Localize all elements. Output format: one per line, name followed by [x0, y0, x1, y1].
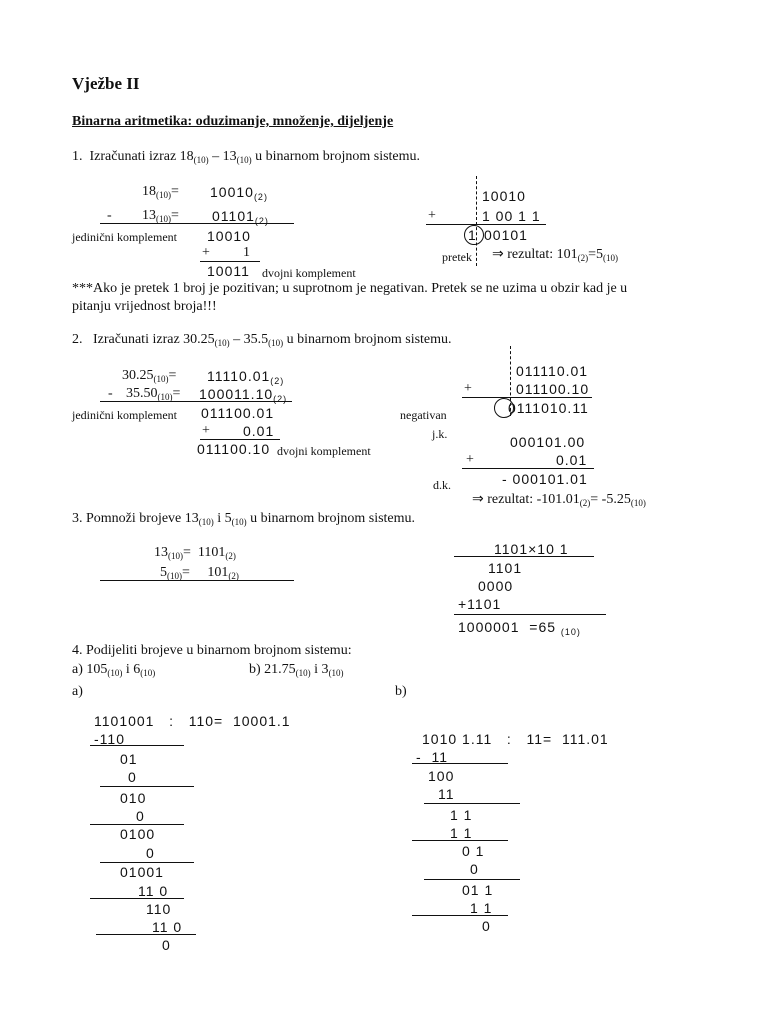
- ex4-part-a: a): [72, 684, 83, 699]
- ex1-dashed-divider: [476, 176, 477, 266]
- note-line-1: ***Ako je pretek 1 broj je pozitivan; u suprotnom je negativan. Pretek se ne uzima u obzir kad je u: [72, 281, 628, 296]
- ex1-r3-circle: 1: [468, 227, 477, 243]
- ex2-r-underline: [462, 397, 592, 398]
- ex1-line2: $13_{(10)}=$: [142, 208, 179, 224]
- div-b-line: [412, 763, 508, 764]
- ex3-m3: 0000: [478, 578, 514, 594]
- div-a-line: [100, 862, 194, 863]
- ex3-line2: $5_{(10)}=$ $101_{(2)}$: [160, 565, 239, 581]
- ex2-jk-value: 011100.01: [201, 405, 275, 421]
- div-a-row: 0: [128, 769, 137, 785]
- ex1-r2: 1 00 1 1: [482, 208, 541, 224]
- ex2-line2-minus: -: [108, 386, 113, 401]
- div-b-row: 1 1: [450, 825, 473, 841]
- ex2-jk-label: jedinični komplement: [72, 408, 177, 422]
- div-b-row: 11: [438, 786, 455, 802]
- ex3-m1: 1101×10 1: [494, 541, 569, 557]
- div-a-row: 110: [146, 901, 172, 917]
- ex2-r6: - 000101.01: [502, 471, 588, 487]
- ex2-negativan-label: negativan: [400, 408, 447, 422]
- ex2-dk-label: dvojni komplement: [277, 444, 371, 458]
- ex1-jk-value: 10010: [207, 228, 251, 244]
- ex3-line1: $13_{(10)}= 1101_{(2)}$: [154, 545, 236, 561]
- ex1-r-underline: [426, 224, 546, 225]
- ex2-underline-1: [100, 401, 292, 402]
- note-line-2: pitanju vrijednost broja!!!: [72, 299, 217, 314]
- div-a-row: 010: [120, 790, 147, 806]
- ex2-dk-value: 011100.10: [197, 441, 271, 457]
- ex1-jk-label: jedinični komplement: [72, 230, 177, 244]
- ex2-prompt: 2. Izračunati izraz $30.25_{(10)} - 35.5_{(10)}$ u binarnom brojnom sistemu.: [72, 332, 452, 348]
- div-a-line: [96, 934, 196, 935]
- ex1-r2-plus: +: [428, 208, 436, 223]
- implies-arrow-icon: ⇒: [492, 247, 504, 262]
- ex2-r-underline-2: [462, 468, 594, 469]
- div-b-row: 0 1: [462, 843, 485, 859]
- ex4-prompt: 4. Podijeliti brojeve u binarnom brojnom sistemu:: [72, 643, 352, 658]
- ex1-pretek-label: pretek: [442, 250, 472, 264]
- ex3-m5: 1000001 =65 $_{(10)}$: [458, 619, 581, 637]
- ex2-r2: 011100.10: [516, 381, 590, 397]
- div-b-row: 1010 1.11 : 11= 111.01: [422, 731, 609, 747]
- div-a-row: 11 0: [138, 883, 169, 899]
- div-a-row: 01: [120, 751, 138, 767]
- div-a-row: 0100: [120, 826, 156, 842]
- div-a-row: 1101001 : 110= 10001.1: [94, 713, 291, 729]
- ex1-one: 1: [243, 245, 250, 260]
- page-title: Vježbe II: [72, 74, 140, 93]
- ex3-m4: +1101: [458, 596, 502, 612]
- ex2-result: ⇒ rezultat: $-101.01_{(2)}= -5.25_{(10)}$: [472, 492, 646, 508]
- ex2-dk-short: d.k.: [433, 478, 451, 492]
- ex2-add: 0.01: [243, 423, 275, 439]
- ex4-b-task: b) $21.75_{(10)}$ i $3_{(10)}$: [249, 662, 344, 678]
- ex2-r3: 0111010.11: [508, 400, 589, 416]
- div-b-row: 1 1: [450, 807, 473, 823]
- ex2-underline-2: [200, 439, 280, 440]
- div-a-line: [90, 745, 184, 746]
- section-heading: Binarna aritmetika: oduzimanje, množenje, dijeljenje: [72, 114, 394, 129]
- div-b-row: 0: [470, 861, 479, 877]
- ex1-r3: 00101: [484, 227, 528, 243]
- ex1-result: ⇒ rezultat: $101_{(2)}=5_{(10)}$: [492, 247, 619, 263]
- ex3-m-underline-2: [454, 614, 606, 615]
- div-b-line: [412, 840, 508, 841]
- ex1-dk-value: 10011: [207, 263, 250, 279]
- implies-arrow-icon: ⇒: [472, 492, 484, 507]
- div-a-row: -110: [94, 731, 125, 747]
- div-a-line: [90, 898, 184, 899]
- div-a-row: 01001: [120, 864, 164, 880]
- div-a-line: [90, 824, 184, 825]
- div-b-row: 0: [482, 918, 491, 934]
- ex3-underline: [100, 580, 294, 581]
- ex1-plus: +: [202, 245, 210, 260]
- ex1-line2-minus: -: [107, 208, 112, 223]
- ex2-r5-plus: +: [466, 452, 474, 467]
- ex3-m2: 1101: [488, 560, 523, 576]
- div-b-line: [412, 915, 508, 916]
- ex3-prompt: 3. Pomnoži brojeve $13_{(10)}$ i $5_{(10)}$ u binarnom brojnom sistemu.: [72, 511, 416, 527]
- ex2-r5: 0.01: [556, 452, 588, 468]
- ex3-m-underline-1: [454, 556, 594, 557]
- div-b-row: - 11: [416, 749, 448, 765]
- div-b-row: 100: [428, 768, 455, 784]
- ex1-underline-1: [100, 223, 294, 224]
- div-b-line: [424, 803, 520, 804]
- ex1-r1: 10010: [482, 188, 526, 204]
- ex2-r4: 000101.00: [510, 434, 586, 450]
- ex2-jk-short: j.k.: [432, 427, 448, 441]
- div-a-row: 0: [136, 808, 145, 824]
- ex2-r2-plus: +: [464, 381, 472, 396]
- ex2-r1: 011110.01: [516, 363, 589, 379]
- ex2-line1-bin: $11110.01_{(2)}$: [207, 368, 285, 386]
- ex4-a-task: a) $105_{(10)}$ i $6_{(10)}$: [72, 662, 156, 678]
- ex1-line1-bin: $10010_{(2)}$: [210, 184, 268, 202]
- ex2-line2: $35.50_{(10)}=$: [126, 386, 181, 402]
- ex1-prompt: 1. Izračunati izraz $18_{(10)} - 13_{(10)}$ u binarnom brojnom sistemu.: [72, 149, 421, 165]
- div-b-row: 1 1: [470, 900, 493, 916]
- div-b-row: 01 1: [462, 882, 494, 898]
- div-b-line: [424, 879, 520, 880]
- div-a-row: 11 0: [152, 919, 183, 935]
- ex2-line1: $30.25_{(10)}=$: [122, 368, 177, 384]
- ex1-line1: $18_{(10)}=$: [142, 184, 179, 200]
- ex2-plus: +: [202, 423, 210, 438]
- ex1-dk-label: dvojni komplement: [262, 266, 356, 280]
- ex1-line2-bin: $01101_{(2)}$: [212, 208, 269, 226]
- div-a-row: 0: [146, 845, 155, 861]
- div-a-line: [100, 786, 194, 787]
- ex2-line2-bin: $100011.10_{(2)}$: [199, 386, 288, 404]
- ex4-part-b: b): [395, 684, 407, 699]
- ex1-underline-2: [200, 261, 260, 262]
- div-a-row: 0: [162, 937, 171, 953]
